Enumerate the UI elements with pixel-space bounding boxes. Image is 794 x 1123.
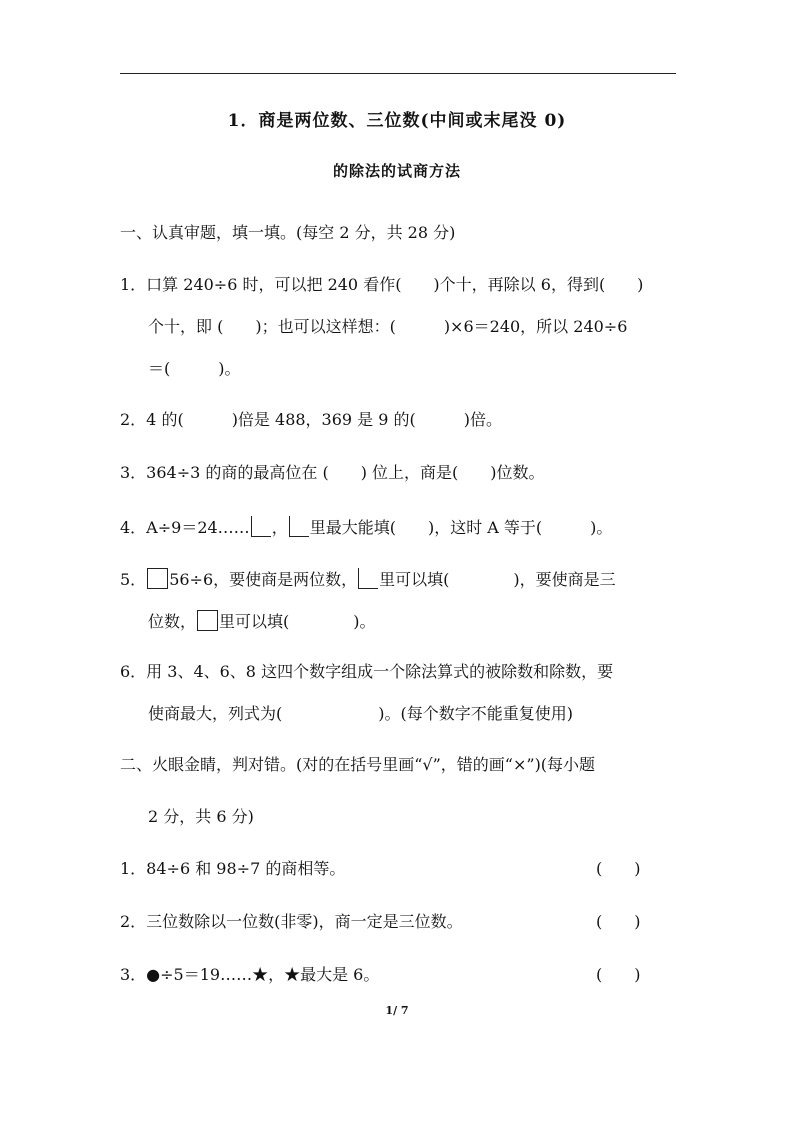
answer-box[interactable] <box>147 568 168 589</box>
judge-answer-3[interactable]: ( ) <box>596 965 641 984</box>
q1-line3: ＝( )。 <box>148 359 241 378</box>
q3: 3．364÷3 的商的最高位在 ( ) 位上，商是( )位数。 <box>120 463 545 482</box>
judge-answer-1[interactable]: ( ) <box>596 859 641 878</box>
q5-text-a: 56÷6，要使商是两位数， <box>169 570 358 589</box>
q5-line2 <box>148 610 376 633</box>
section2-heading-line2: 2 分，共 6 分) <box>148 807 254 826</box>
q4-text-a: 4．A÷9＝24…… <box>120 518 250 537</box>
judge-item-3: 3．●÷5＝19……★，★最大是 6。 <box>120 965 380 984</box>
q6-line2: 使商最大，列式为( )。(每个数字不能重复使用) <box>148 704 573 723</box>
page-subtitle: 的除法的试商方法 <box>332 162 461 180</box>
section1-heading: 一、认真审题，填一填。(每空 2 分，共 28 分) <box>120 223 456 242</box>
q2: 2．4 的( )倍是 488，369 是 9 的( )倍。 <box>120 410 503 429</box>
answer-box[interactable] <box>251 516 271 537</box>
judge-item-2: 2．三位数除以一位数(非零)，商一定是三位数。 <box>120 912 463 931</box>
q5-number: 5． <box>120 570 147 589</box>
header-rule <box>120 73 676 74</box>
q1-line1: 1．口算 240÷6 时，可以把 240 看作( )个十，再除以 6，得到( ) <box>120 275 644 294</box>
answer-box[interactable] <box>358 568 378 589</box>
q1-line2: 个十，即 ( )；也可以这样想：( )×6＝240，所以 240÷6 <box>148 317 628 336</box>
q5-text-b: 里可以填( )，要使商是三 <box>379 570 616 589</box>
q4 <box>120 516 612 539</box>
q4-text-b: ， <box>271 518 288 537</box>
q5-line1 <box>120 568 616 591</box>
answer-box[interactable] <box>197 610 218 631</box>
q5-text-line2a: 位数， <box>148 612 197 631</box>
judge-item-1: 1．84÷6 和 98÷7 的商相等。 <box>120 859 346 878</box>
section2-heading-line1: 二、火眼金睛，判对错。(对的在括号里画“√”，错的画“×”)(每小题 <box>120 755 596 774</box>
q5-text-line2b: 里可以填( )。 <box>219 612 376 631</box>
answer-box[interactable] <box>289 516 309 537</box>
q6-line1: 6．用 3、4、6、8 这四个数字组成一个除法算式的被除数和除数，要 <box>120 662 614 681</box>
page-title: 1．商是两位数、三位数(中间或末尾没 0) <box>227 111 567 131</box>
q4-text-c: 里最大能填( )，这时 A 等于( )。 <box>309 518 613 537</box>
judge-answer-2[interactable]: ( ) <box>596 912 641 931</box>
page-number: 1/ 7 <box>385 1004 409 1017</box>
